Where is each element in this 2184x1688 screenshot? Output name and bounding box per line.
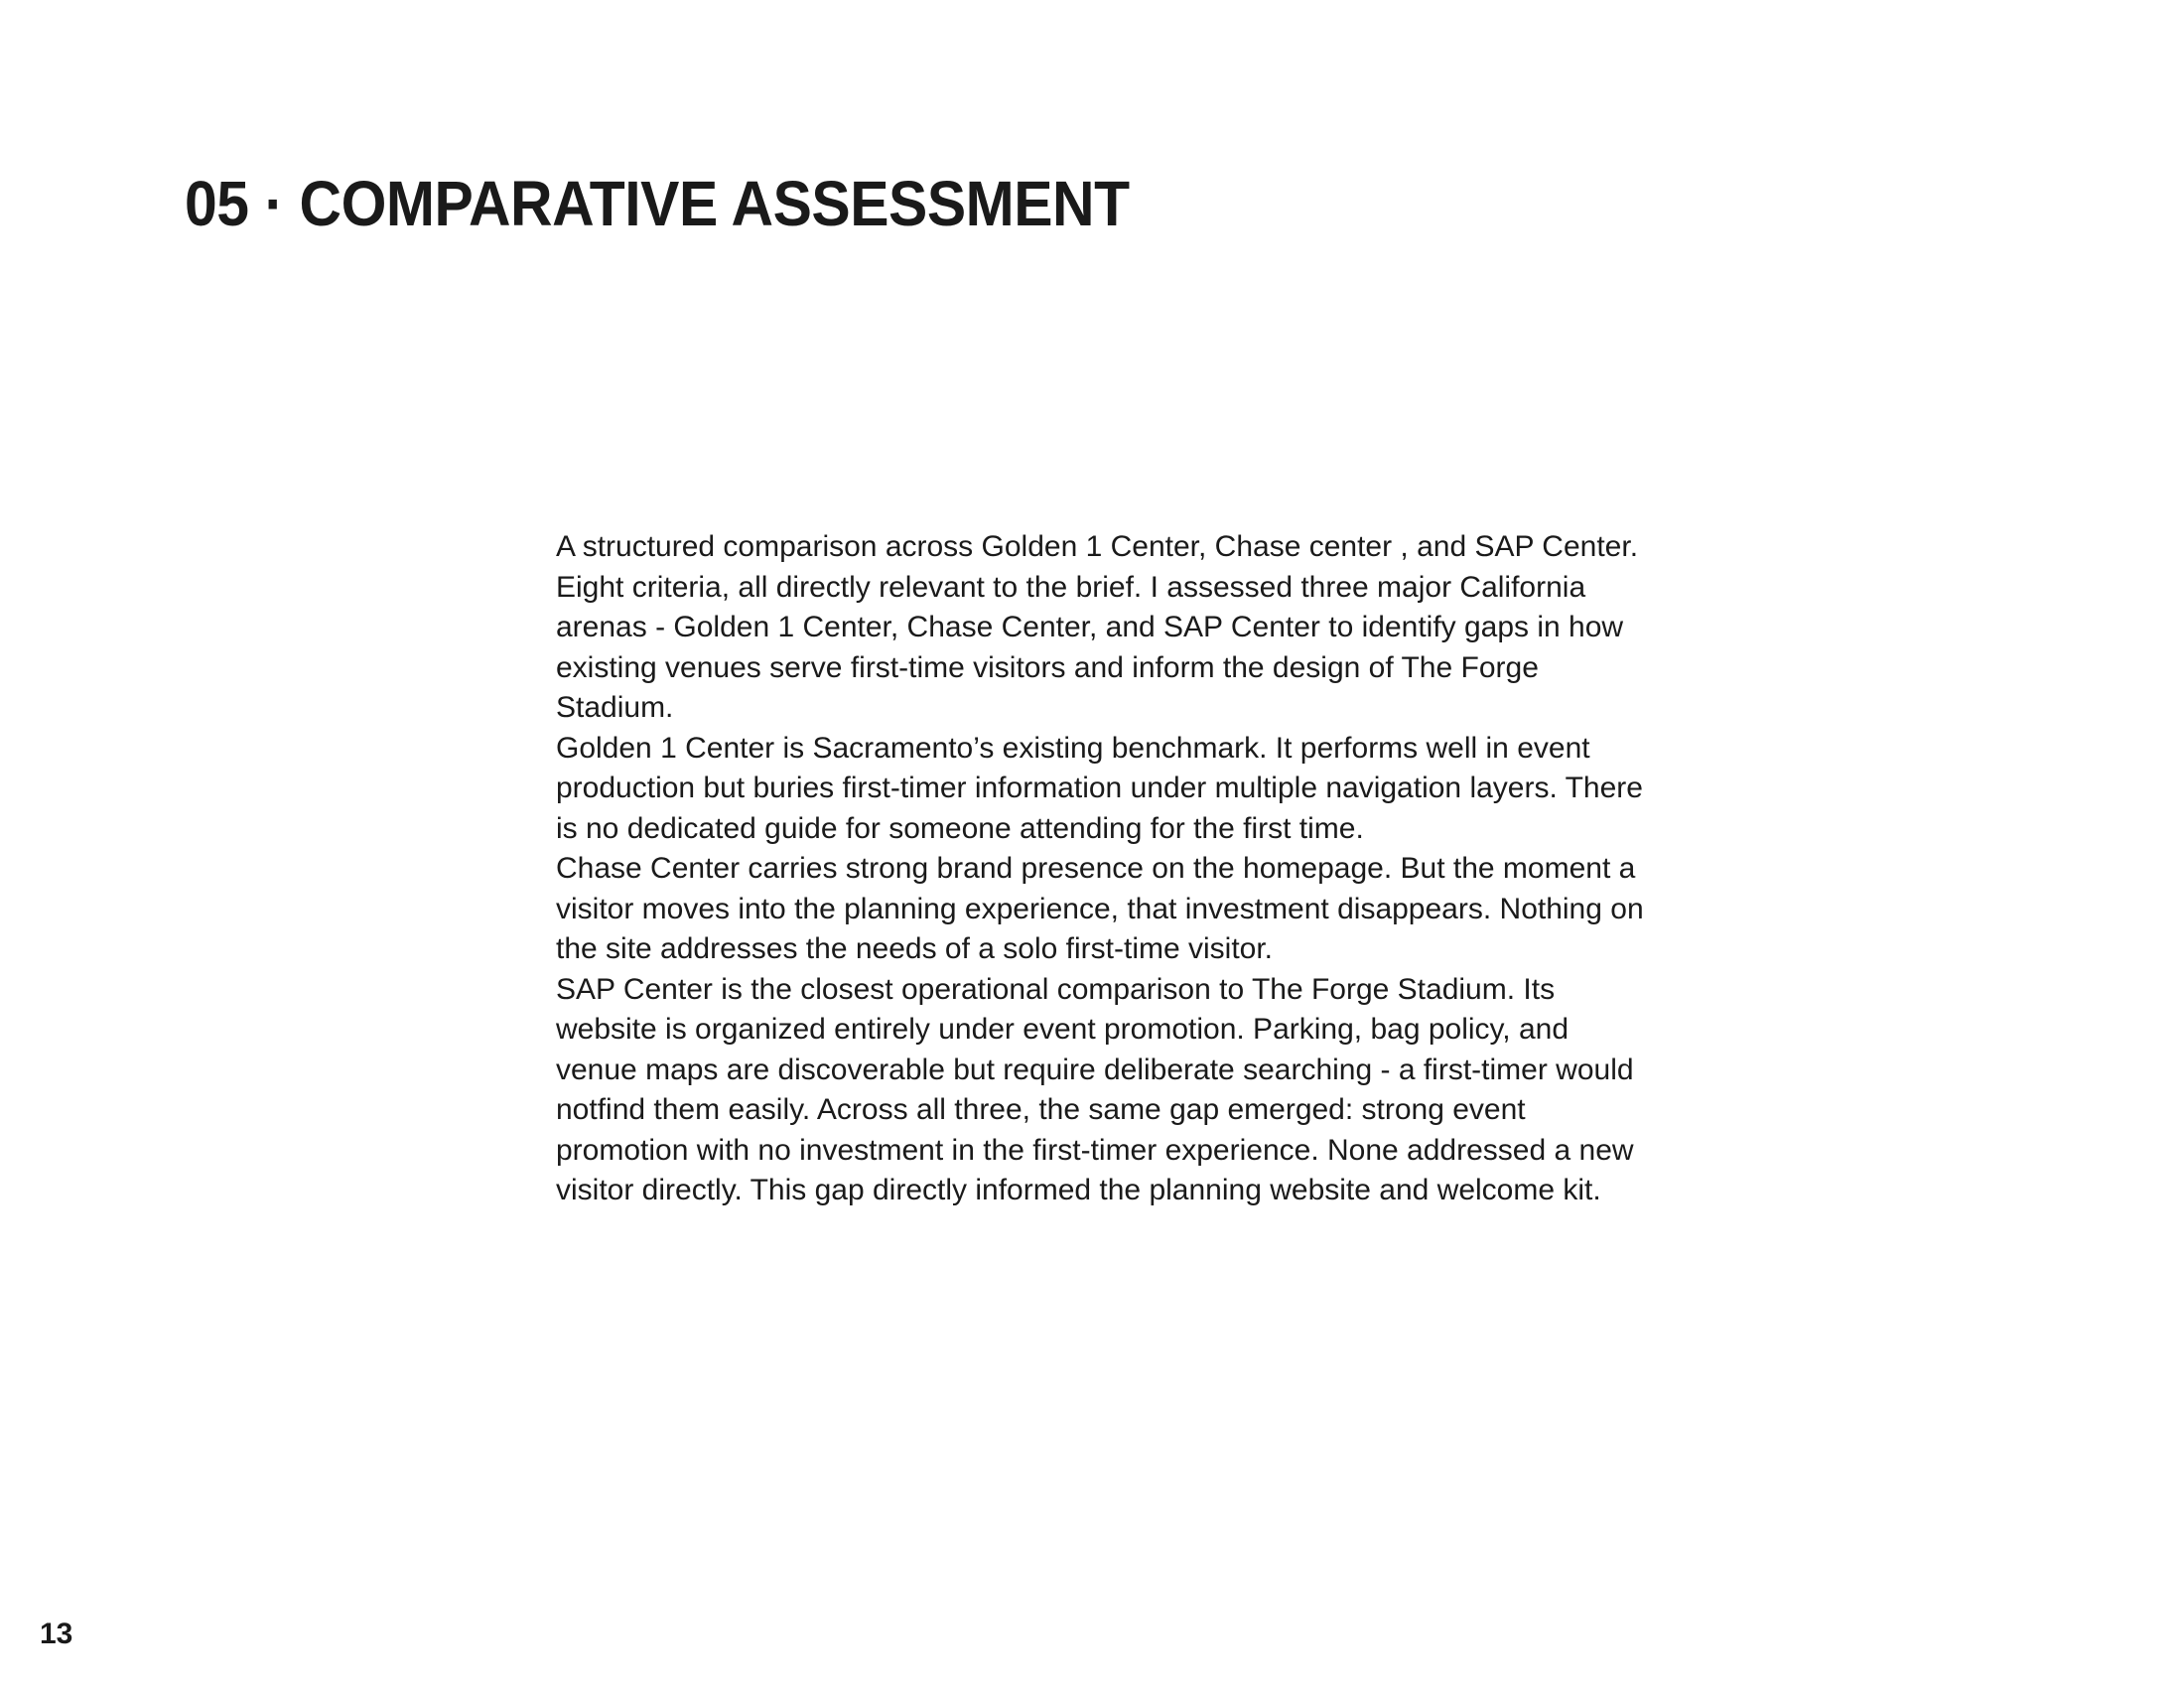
body-text xyxy=(556,527,1658,1211)
page-number: 13 xyxy=(40,1618,73,1650)
paragraph-chase-center: Chase Center carries strong brand presence on the homepage. But the moment a visitor moves into the planning experience, that investment disappears. Nothing on the site addresses the needs of a solo first-time visitor. xyxy=(556,852,1644,965)
paragraph-intro: A structured comparison across Golden 1 Center, Chase center , and SAP Center. Eight criteria, all directly relevant to the brief. I assessed three major California arenas - Golden 1 Center, Chase Center, and SAP Center to identify gaps in how existing venues serve first-time visitors and inform the design of The Forge Stadium. xyxy=(556,530,1639,724)
paragraph-golden-1-center: Golden 1 Center is Sacramento’s existing benchmark. It performs well in event production but buries first-timer information under multiple navigation layers. There is no dedicated guide for someone attending for the first time. xyxy=(556,731,1643,845)
page-title: 05 · COMPARATIVE ASSESSMENT xyxy=(185,168,1130,239)
paragraph-sap-center: SAP Center is the closest operational comparison to The Forge Stadium. Its website is organized entirely under event promotion. Parking, bag policy, and venue maps are discoverable but require deliberate searching - a first-timer would notfind them easily. Across all three, the same gap emerged: strong event promotion with no investment in the first-timer experience. None addressed a new visitor directly. This gap directly informed the planning website and welcome kit. xyxy=(556,972,1634,1206)
